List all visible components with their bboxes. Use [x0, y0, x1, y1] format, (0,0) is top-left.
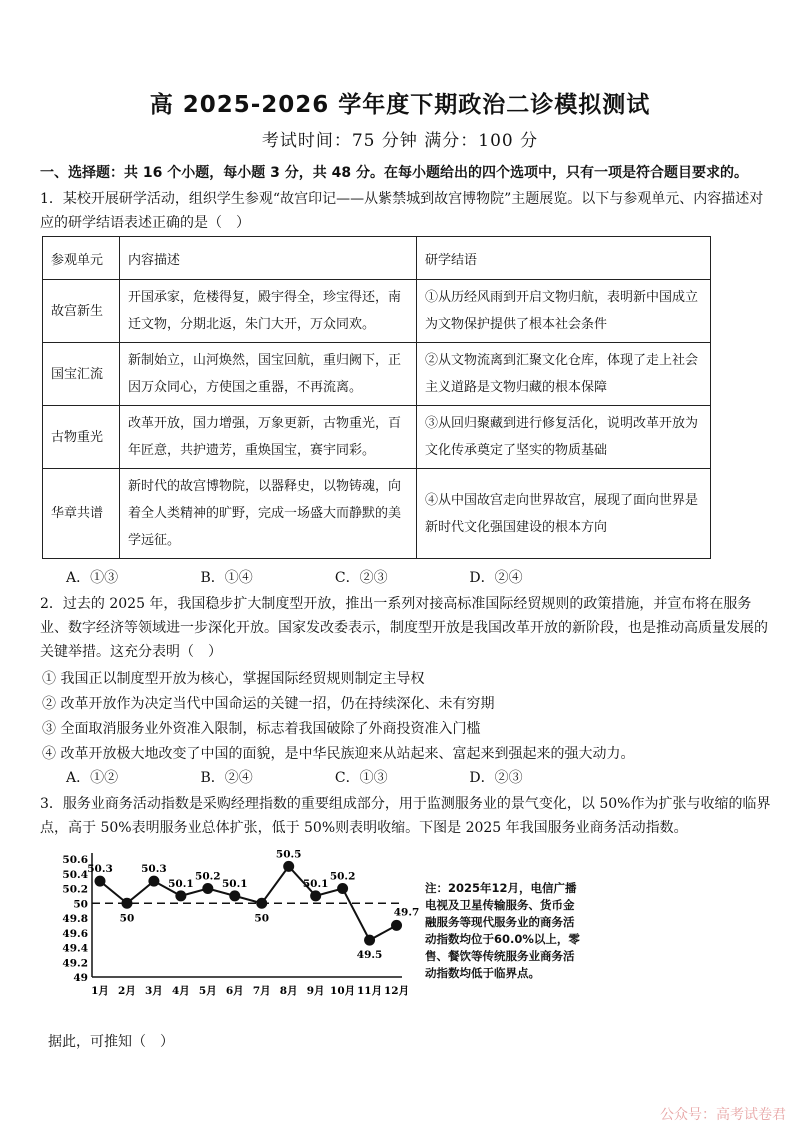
pmi-line-chart: [52, 845, 420, 1025]
x-tick-label: 6月: [225, 985, 244, 997]
table-cell-desc: 开国承家，危楼得复，殿宇得全，珍宝得还，南迁文物，分期北返，朱门大开，万众同欢。: [120, 280, 417, 343]
x-tick-label: 4月: [171, 985, 190, 997]
option-b[interactable]: B．②④: [200, 770, 253, 786]
x-tick-label: 2月: [118, 985, 136, 997]
table-cell-conclusion: ④从中国故宫走向世界故宫，展现了面向世界是新时代文化强国建设的根本方向: [417, 469, 711, 559]
y-tick-label: 50.6: [62, 854, 88, 866]
question-2-options: [66, 767, 746, 787]
chart-note: 注：2025年12月，电信广播电视及卫星传输服务、货币金融服务等现代服务业的商务活动指数均位于60.0%以上，零售、餐饮等传统服务业商务活动指数均低于临界点。: [425, 881, 580, 980]
table-row: [43, 406, 711, 469]
data-label: 50.5: [275, 848, 302, 861]
option-c[interactable]: C．①③: [334, 770, 388, 786]
data-point: [175, 890, 186, 901]
y-tick-label: 49.8: [62, 913, 88, 925]
statement-4: ④ 改革开放极大地改变了中国的面貌，是中华民族迎来从站起来、富起来到强起来的强大动力。: [42, 746, 635, 762]
table-row: [43, 280, 711, 343]
watermark: 公众号：高考试卷君: [660, 1107, 786, 1123]
y-tick-label: 49.6: [62, 927, 88, 940]
y-tick-label: 50.2: [62, 883, 88, 896]
table-header-unit: 参观单元: [43, 237, 120, 280]
x-tick-label: 3月: [145, 985, 163, 997]
y-tick-label: 49: [73, 972, 88, 984]
table-cell-conclusion: ①从历经风雨到开启文物归航，表明新中国成立为文物保护提供了根本社会条件: [417, 280, 711, 343]
x-tick-label: 1月: [91, 985, 109, 997]
data-label: 50.3: [87, 863, 113, 876]
table-cell-desc: 新时代的故宫博物院，以器释史，以物铸魂，向着全人类精神的旷野，完成一场盛大而静默的美学远征。: [120, 469, 417, 559]
data-point: [229, 890, 240, 901]
statement-2: ② 改革开放作为决定当代中国命运的关键一招，仍在持续深化、未有穷期: [42, 696, 495, 712]
option-a[interactable]: A．①②: [66, 770, 119, 786]
data-label: 50.1: [302, 877, 329, 890]
question-1-options: [66, 567, 746, 587]
table-row: [43, 469, 711, 559]
data-label: 50.1: [221, 877, 248, 890]
study-table: [42, 236, 711, 559]
table-header-conclusion: 研学结语: [417, 237, 711, 280]
statement-3: ③ 全面取消服务业外资准入限制，标志着我国破除了外商投资准入门槛: [42, 721, 481, 737]
data-label: 50: [119, 912, 135, 925]
data-point: [95, 876, 106, 887]
x-tick-label: 5月: [198, 985, 217, 997]
data-point: [310, 890, 321, 901]
y-tick-label: 49.4: [62, 942, 88, 955]
data-label: 50.2: [329, 870, 356, 883]
table-cell-desc: 新制始立，山河焕然，国宝回航，重归阙下，正因万众同心，方使国之重器，不再流离。: [120, 343, 417, 406]
exam-info: 考试时间：75 分钟 满分：100 分: [261, 131, 539, 151]
question-3-text: 3．服务业商务活动指数是采购经理指数的重要组成部分，用于监测服务业的景气变化，以 50%作为扩张与收缩的临界点，高于 50%表明服务业总体扩张，低于 50%则表明收缩。下图是 2025 年我国服务业商务活动指数。: [40, 796, 771, 836]
y-tick-label: 49.2: [62, 957, 88, 970]
x-tick-label: 9月: [306, 985, 325, 997]
option-b[interactable]: B．①④: [200, 570, 253, 586]
table-cell-conclusion: ③从回归聚藏到进行修复活化，说明改革开放为文化传承奠定了坚实的物质基础: [417, 406, 711, 469]
data-point: [337, 883, 348, 894]
x-tick-label: 12月: [383, 985, 410, 997]
question-3-prompt: 据此，可推知（ ）: [48, 1034, 174, 1050]
option-a[interactable]: A．①③: [66, 570, 119, 586]
section-heading: 一、选择题：共 16 个小题，每小题 3 分，共 48 分。在每小题给出的四个选项中，只有一项是符合题目要求的。: [40, 165, 748, 181]
data-label: 49.7: [393, 906, 420, 919]
x-tick-label: 7月: [252, 985, 271, 997]
option-d[interactable]: D．②③: [469, 770, 523, 786]
table-cell-desc: 改革开放，国力增强，万象更新，古物重光，百年匠意，共护遗芳，重焕国宝，赛宇同彩。: [120, 406, 417, 469]
table-header-row: [43, 237, 711, 280]
question-2-text: 2．过去的 2025 年，我国稳步扩大制度型开放，推出一系列对接高标准国际经贸规则的政策措施，并宣布将在服务业、数字经济等领域进一步深化开放。国家发改委表示，制度型开放是我国改革开放的新阶段，也是推动高质量发展的关键举措。这充分表明（ ）: [40, 596, 768, 660]
x-tick-label: 8月: [279, 985, 298, 997]
table-cell-unit: 古物重光: [43, 406, 120, 469]
option-c[interactable]: C．②③: [334, 570, 388, 586]
option-d[interactable]: D．②④: [469, 570, 523, 586]
data-label: 50: [254, 912, 270, 925]
y-tick-label: 50.4: [62, 868, 88, 881]
table-cell-unit: 华章共谱: [43, 469, 120, 559]
table-row: [43, 343, 711, 406]
data-point: [283, 861, 294, 872]
data-point: [148, 876, 159, 887]
y-tick-label: 50: [73, 898, 88, 911]
data-point: [202, 883, 213, 894]
data-point: [256, 898, 267, 909]
data-point: [364, 935, 375, 946]
data-point: [391, 920, 402, 931]
table-cell-unit: 国宝汇流: [43, 343, 120, 406]
x-tick-label: 10月: [330, 985, 356, 997]
data-label: 49.5: [356, 949, 383, 962]
table-cell-unit: 故宫新生: [43, 280, 120, 343]
page-title: 高 2025-2026 学年度下期政治二诊模拟测试: [149, 92, 651, 118]
data-label: 50.1: [168, 877, 194, 890]
data-label: 50.3: [141, 863, 167, 876]
statement-1: ① 我国正以制度型开放为核心，掌握国际经贸规则制定主导权: [42, 671, 425, 687]
data-point: [121, 898, 132, 909]
table-cell-conclusion: ②从文物流离到汇聚文化仓库，体现了走上社会主义道路是文物归藏的根本保障: [417, 343, 711, 406]
data-label: 50.2: [195, 870, 221, 883]
x-tick-label: 11月: [357, 985, 383, 997]
table-header-desc: 内容描述: [120, 237, 417, 280]
question-1-text: 1．某校开展研学活动，组织学生参观“故宫印记——从紫禁城到故宫博物院”主题展览。以下与参观单元、内容描述对应的研学结语表述正确的是（ ）: [40, 191, 764, 231]
